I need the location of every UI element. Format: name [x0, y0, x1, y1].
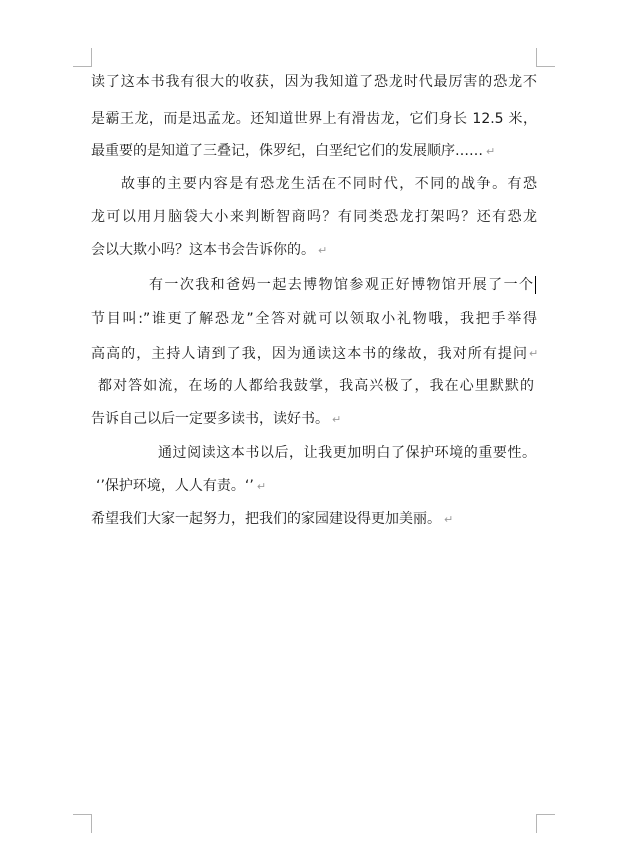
paragraph-mark-icon: ↵: [529, 347, 539, 360]
text-line: [149, 274, 533, 296]
text-line: [158, 442, 536, 464]
paragraph-mark-icon: ↵: [318, 244, 328, 257]
text-line: [91, 508, 537, 530]
line-text: ‘’保护环境，人人有责。‘’: [96, 478, 254, 494]
line-text: 是霸王龙，而是迅孟龙。还知道世界上有滑齿龙，它们身长 12.5 米，: [91, 111, 537, 127]
paragraph-mark-icon: ↵: [256, 480, 267, 493]
text-line: [91, 206, 537, 228]
text-cursor: [535, 276, 536, 294]
text-line: [96, 475, 542, 497]
text-line: [91, 71, 537, 93]
line-text: 故事的主要内容是有恐龙生活在不同时代，不同的战争。有恐: [121, 176, 537, 192]
text-line: [91, 408, 537, 430]
paragraph-mark-icon: ↵: [332, 413, 342, 426]
page-corner-top-left: [73, 48, 92, 67]
line-text: 告诉自己以后一定要多读书，读好书。: [91, 411, 329, 427]
line-text: 龙可以用月脑袋大小来判断智商吗？有同类恐龙打架吗？还有恐龙: [91, 209, 537, 225]
line-text: 会以大欺小吗？这本书会告诉你的。: [91, 242, 315, 258]
paragraph-mark-icon: ↵: [444, 513, 454, 526]
text-line: [91, 239, 537, 261]
page-corner-bottom-right: [536, 814, 555, 833]
page-corner-top-right: [536, 48, 555, 67]
line-text: 最重要的是知道了三叠记，侏罗纪，白垩纪它们的发展顺序……: [91, 143, 483, 159]
line-text: 有一次我和爸妈一起去博物馆参观正好博物馆开展了一个: [149, 277, 533, 293]
text-line: [91, 140, 537, 162]
page-corner-bottom-left: [73, 814, 92, 833]
line-text: 希望我们大家一起努力，把我们的家园建设得更加美丽。: [91, 511, 441, 527]
text-line: [91, 308, 537, 330]
line-text: 通过阅读这本书以后，让我更加明白了保护环境的重要性。: [158, 445, 536, 461]
line-text: 读了这本书我有很大的收获，因为我知道了恐龙时代最厉害的恐龙不: [91, 74, 537, 90]
line-text: 都对答如流，在场的人都给我鼓掌，我高兴极了，我在心里默默的: [98, 378, 534, 394]
text-line: [91, 343, 527, 365]
text-line: [98, 375, 534, 397]
line-text: 节目叫:”谁更了解恐龙”全答对就可以领取小礼物哦，我把手举得: [91, 311, 537, 327]
text-line: [121, 173, 537, 195]
text-line: [91, 108, 537, 130]
line-text: 高高的，主持人请到了我，因为通读这本书的缘故，我对所有提问: [91, 346, 527, 362]
paragraph-mark-icon: ↵: [486, 145, 496, 158]
